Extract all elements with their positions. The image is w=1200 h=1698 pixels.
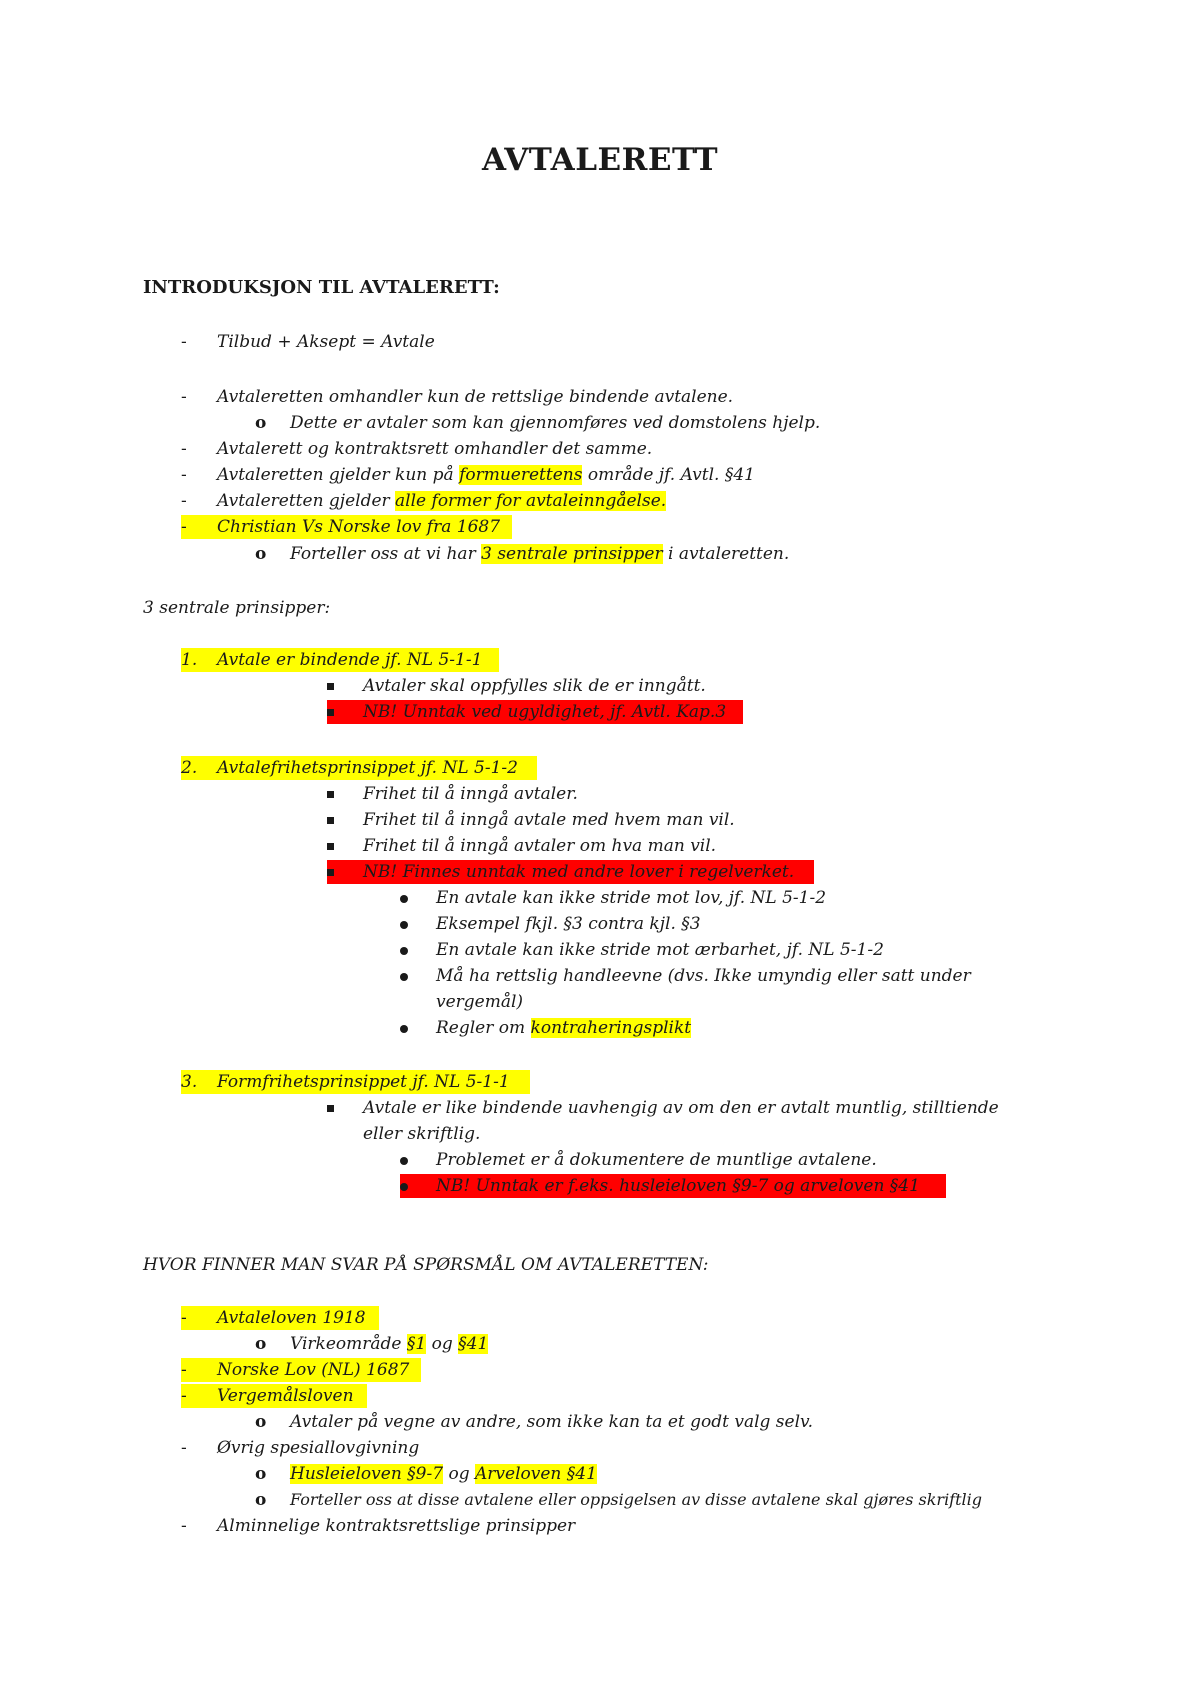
- dot-bullet-icon: [400, 1017, 408, 1039]
- section-heading-sources: HVOR FINNER MAN SVAR PÅ SPØRSMÅL OM AVTALERETTEN:: [143, 1255, 709, 1275]
- circle-marker: o: [255, 1490, 267, 1510]
- list-item: Tilbud + Aksept = Avtale: [217, 332, 435, 352]
- dash-marker: -: [181, 439, 187, 459]
- list-item: Frihet til å inngå avtaler.: [363, 784, 578, 804]
- dash-marker: -: [181, 1386, 187, 1406]
- list-item: Alminnelige kontraktsrettslige prinsipper: [217, 1516, 576, 1536]
- highlight-yellow: Husleieloven §9-7: [290, 1464, 444, 1484]
- list-number: 1.: [181, 650, 198, 670]
- square-bullet-icon: [327, 701, 334, 723]
- list-item: NB! Unntak ved ugyldighet, jf. Avtl. Kap.3: [363, 702, 727, 722]
- section-heading-principles: 3 sentrale prinsipper:: [143, 598, 331, 618]
- circle-marker: o: [255, 1464, 267, 1484]
- square-bullet-icon: [327, 835, 334, 857]
- square-bullet-icon: [327, 675, 334, 697]
- list-item: NB! Unntak er f.eks. husleieloven §9-7 og arveloven §41: [436, 1176, 920, 1196]
- circle-marker: o: [255, 1412, 267, 1432]
- list-item: Avtaler på vegne av andre, som ikke kan ta et godt valg selv.: [290, 1412, 814, 1432]
- highlight-yellow: §1: [406, 1334, 427, 1354]
- list-number: 3.: [181, 1072, 198, 1092]
- highlight-yellow: alle former for avtaleinngåelse.: [395, 491, 667, 511]
- dash-marker: -: [181, 517, 187, 537]
- document-title: AVTALERETT: [481, 142, 719, 178]
- dash-marker: -: [181, 465, 187, 485]
- list-item: Eksempel fkjl. §3 contra kjl. §3: [436, 914, 701, 934]
- square-bullet-icon: [327, 809, 334, 831]
- circle-marker: o: [255, 544, 267, 564]
- dot-bullet-icon: [400, 887, 408, 909]
- list-item-continuation: vergemål): [436, 992, 524, 1012]
- square-bullet-icon: [327, 861, 334, 883]
- list-item: Forteller oss at vi har 3 sentrale prinsipper i avtaleretten.: [290, 544, 790, 564]
- dash-marker: -: [181, 332, 187, 352]
- highlight-yellow: 3 sentrale prinsipper: [481, 544, 663, 564]
- circle-marker: o: [255, 1334, 267, 1354]
- list-item: Regler om kontraheringsplikt: [436, 1018, 692, 1038]
- highlight-yellow: formuerettens: [459, 465, 583, 485]
- list-item: Problemet er å dokumentere de muntlige avtalene.: [436, 1150, 877, 1170]
- dash-marker: -: [181, 1308, 187, 1328]
- section-heading-intro: INTRODUKSJON TIL AVTALERETT:: [143, 277, 500, 298]
- list-item: Avtaleretten omhandler kun de rettslige bindende avtalene.: [217, 387, 734, 407]
- dash-marker: -: [181, 1438, 187, 1458]
- dash-marker: -: [181, 1516, 187, 1536]
- list-item: NB! Finnes unntak med andre lover i regelverket.: [363, 862, 795, 882]
- dash-marker: -: [181, 1360, 187, 1380]
- list-item: Vergemålsloven: [217, 1386, 354, 1406]
- dot-bullet-icon: [400, 939, 408, 961]
- square-bullet-icon: [327, 783, 334, 805]
- list-item: Avtaleloven 1918: [217, 1308, 366, 1328]
- list-item: Avtaler skal oppfylles slik de er inngått.: [363, 676, 706, 696]
- list-item: Virkeområde §1 og §41: [290, 1334, 489, 1354]
- highlight-yellow: kontraheringsplikt: [530, 1018, 692, 1038]
- list-item: Norske Lov (NL) 1687: [217, 1360, 410, 1380]
- list-number: 2.: [181, 758, 198, 778]
- list-item: Christian Vs Norske lov fra 1687: [217, 517, 501, 537]
- list-item: Avtaleretten gjelder alle former for avtaleinngåelse.: [217, 491, 667, 511]
- square-bullet-icon: [327, 1097, 334, 1119]
- list-item: Må ha rettslig handleevne (dvs. Ikke umyndig eller satt under: [436, 966, 971, 986]
- list-item: Avtale er like bindende uavhengig av om den er avtalt muntlig, stilltiende: [363, 1098, 999, 1118]
- highlight-yellow: §41: [458, 1334, 489, 1354]
- principle-title: Avtalefrihetsprinsippet jf. NL 5-1-2: [217, 758, 518, 778]
- list-item: Frihet til å inngå avtaler om hva man vil.: [363, 836, 717, 856]
- list-item: Avtalerett og kontraktsrett omhandler det samme.: [217, 439, 653, 459]
- list-item: Forteller oss at disse avtalene eller oppsigelsen av disse avtalene skal gjøres skriftlig: [290, 1490, 983, 1509]
- list-item: En avtale kan ikke stride mot ærbarhet, jf. NL 5-1-2: [436, 940, 884, 960]
- dot-bullet-icon: [400, 913, 408, 935]
- list-item: Husleieloven §9-7 og Arveloven §41: [290, 1464, 597, 1484]
- dot-bullet-icon: [400, 965, 408, 987]
- list-item: En avtale kan ikke stride mot lov, jf. NL 5-1-2: [436, 888, 827, 908]
- dot-bullet-icon: [400, 1149, 408, 1171]
- principle-title: Formfrihetsprinsippet jf. NL 5-1-1: [217, 1072, 510, 1092]
- dash-marker: -: [181, 387, 187, 407]
- list-item: Dette er avtaler som kan gjennomføres ved domstolens hjelp.: [290, 413, 821, 433]
- list-item-continuation: eller skriftlig.: [363, 1124, 481, 1144]
- dot-bullet-icon: [400, 1175, 408, 1197]
- principle-title: Avtale er bindende jf. NL 5-1-1: [217, 650, 483, 670]
- list-item: Avtaleretten gjelder kun på formuerettens område jf. Avtl. §41: [217, 465, 755, 485]
- circle-marker: o: [255, 413, 267, 433]
- list-item: Øvrig spesiallovgivning: [217, 1438, 420, 1458]
- dash-marker: -: [181, 491, 187, 511]
- list-item: Frihet til å inngå avtale med hvem man vil.: [363, 810, 735, 830]
- highlight-yellow: Arveloven §41: [475, 1464, 597, 1484]
